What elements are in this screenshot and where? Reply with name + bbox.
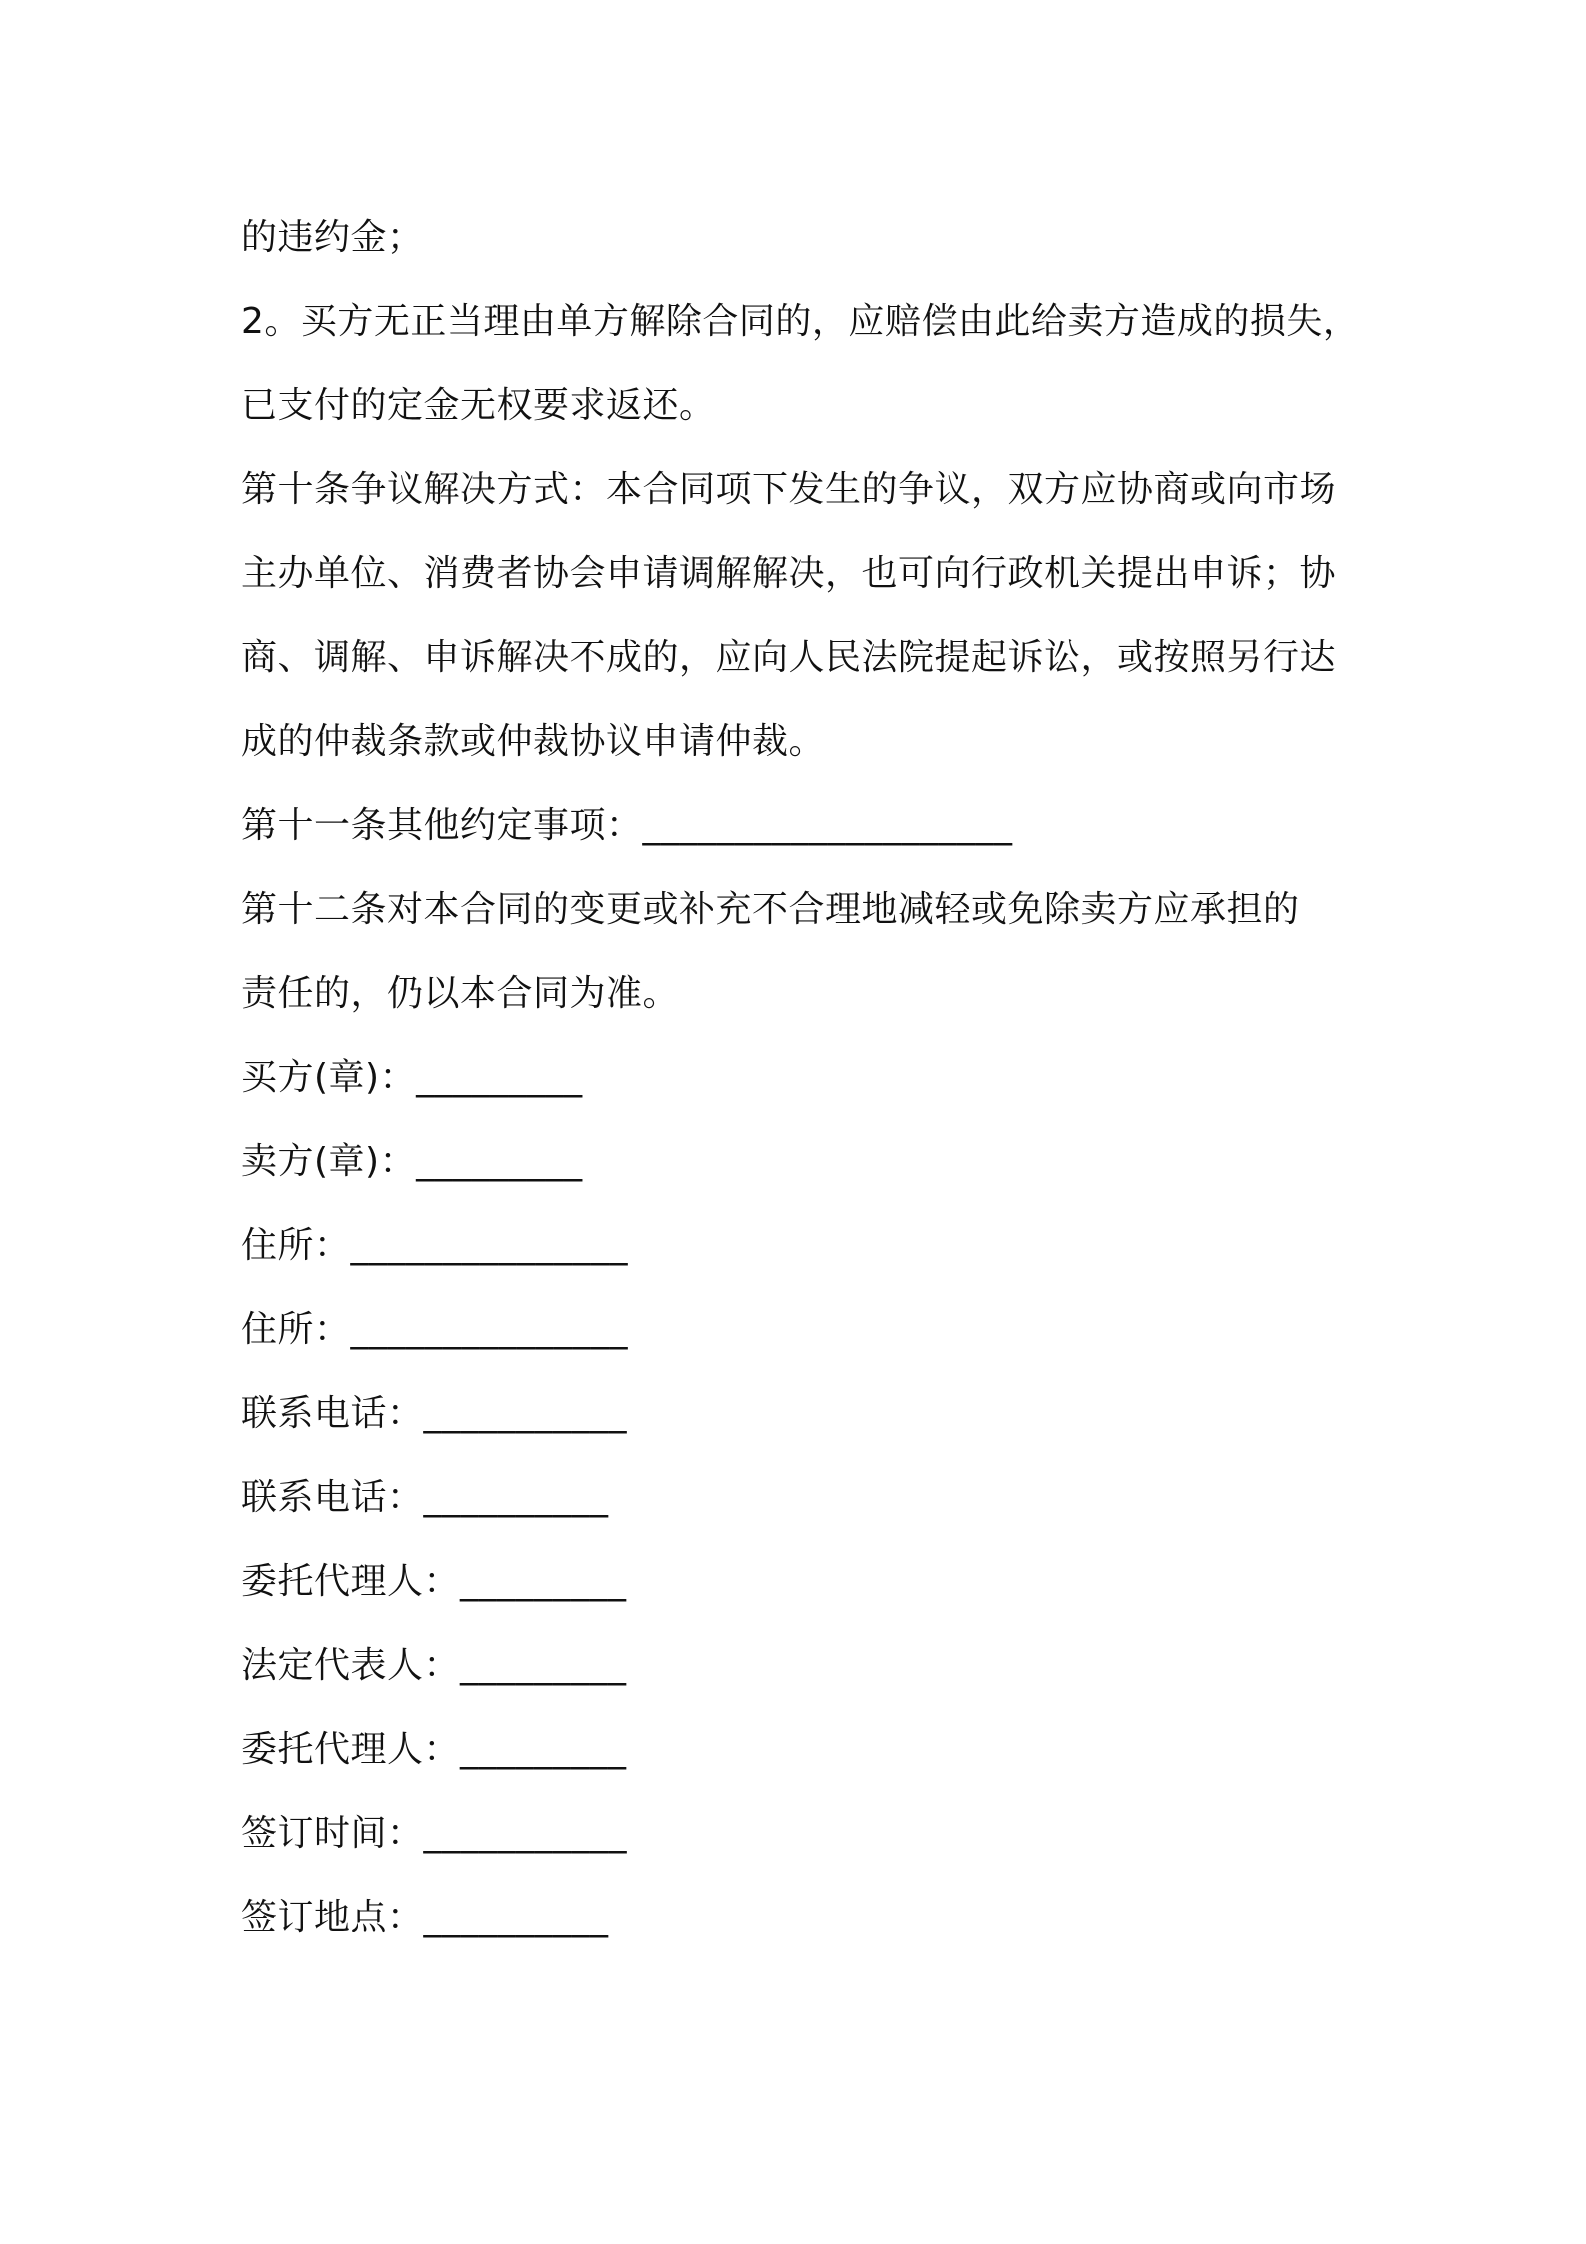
text-line: 第十二条对本合同的变更或补充不合理地减轻或免除卖方应承担的 xyxy=(241,889,1300,930)
text-line: 卖方(章)：_________ xyxy=(241,1141,583,1182)
text-line: 已支付的定金无权要求返还。 xyxy=(241,385,716,426)
text-line: 委托代理人：_________ xyxy=(241,1729,627,1770)
text-line: 住所：_______________ xyxy=(241,1309,629,1350)
text-line: 签订时间：___________ xyxy=(241,1813,628,1854)
text-line: 主办单位、消费者协会申请调解解决，也可向行政机关提出申诉；协 xyxy=(241,553,1337,594)
text-line: 签订地点：__________ xyxy=(241,1897,609,1938)
text-line: 成的仲裁条款或仲裁协议申请仲裁。 xyxy=(241,721,826,762)
text-line: 的违约金； xyxy=(241,217,424,258)
text-line: 联系电话：___________ xyxy=(241,1393,628,1434)
text-line: 商、调解、申诉解决不成的，应向人民法院提起诉讼，或按照另行达 xyxy=(241,637,1337,678)
text-line: 第十一条其他约定事项：____________________ xyxy=(241,805,1013,846)
text-line: 联系电话：__________ xyxy=(241,1477,609,1518)
text-line: 住所：_______________ xyxy=(241,1225,629,1266)
text-line: 责任的，仍以本合同为准。 xyxy=(241,973,680,1014)
text-line: 第十条争议解决方式：本合同项下发生的争议，双方应协商或向市场 xyxy=(241,469,1337,510)
text-line: 买方(章)：_________ xyxy=(241,1057,583,1098)
document-body xyxy=(241,196,1376,1960)
text-line: 委托代理人：_________ xyxy=(241,1561,627,1602)
text-line: 2。买方无正当理由单方解除合同的，应赔偿由此给卖方造成的损失， xyxy=(241,301,1360,342)
text-line: 法定代表人：_________ xyxy=(241,1645,627,1686)
